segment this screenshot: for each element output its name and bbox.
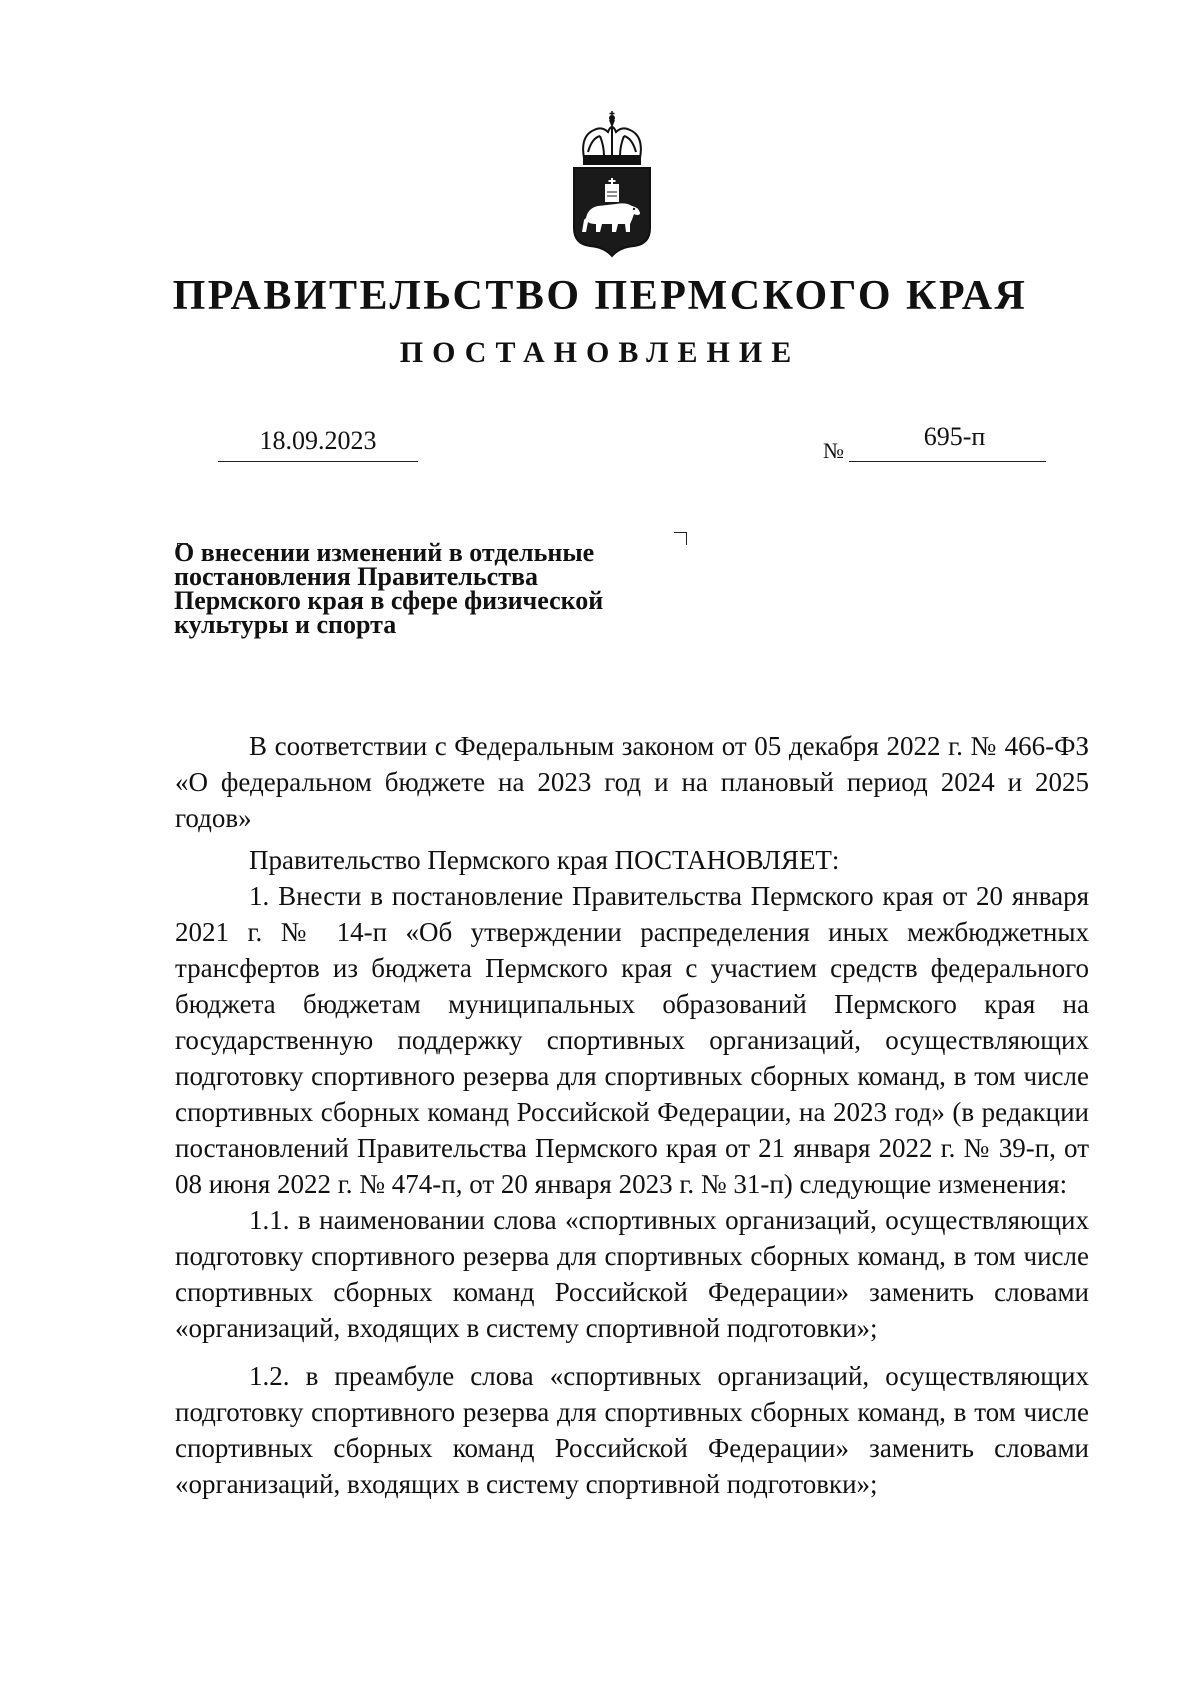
clause-1-paragraph: 1. Внести в постановление Правительства Пермского края от 20 января 2021 г. № 14-п «Об утверждении распределения иных межбюджетных трансфертов из бюджета Пермского края с участием средств федерального бюджета бюджетам муниципальных образований Пермского края на государственную поддержку спортивных организаций, осуществляющих подготовку спортивного резерва для спортивных сборных команд, в том числе спортивных сборных команд Российской Федерации, на 2023 год» (в редакции постановлений Правительства Пермского края от 21 января 2022 г. № 39-п, от 08 июня 2022 г. № 474-п, от 20 января 2023 г. № 31-п) следующие изменения: [175, 881, 1089, 1199]
subject-line: культуры и спорта [174, 610, 397, 639]
organization-title: ПРАВИТЕЛЬСТВО ПЕРМСКОГО КРАЯ [172, 273, 1028, 319]
document-body [175, 728, 1089, 1502]
document-subject [174, 538, 694, 639]
date-underline [218, 461, 418, 462]
resolution-paragraph: Правительство Пермского края ПОСТАНОВЛЯЕТ: [249, 845, 840, 875]
subject-line: Пермского края в сфере физической [174, 586, 604, 615]
subject-line: О внесении изменений в отдельные [174, 538, 595, 567]
preamble-paragraph: В соответствии с Федеральным законом от 05 декабря 2022 г. № 466-ФЗ «О федеральном бюджете на 2023 год и на плановый период 2024 и 2025 годов» [175, 731, 1089, 833]
clause-1-2-paragraph: 1.2. в преамбуле слова «спортивных организаций, осуществляющих подготовку спортивного резерва для спортивных сборных команд, в том числе спортивных сборных команд Российской Федерации» заменить словами «организаций, входящих в систему спортивной подготовки»; [175, 1361, 1089, 1499]
document-date-field [218, 422, 418, 464]
perm-krai-coat-of-arms-icon [570, 108, 654, 258]
clause-1-1-paragraph: 1.1. в наименовании слова «спортивных организаций, осуществляющих подготовку спортивного резерва для спортивных сборных команд, в том числе спортивных сборных команд Российской Федерации» заменить словами «организаций, входящих в систему спортивной подготовки»; [175, 1205, 1089, 1343]
document-number-field [823, 420, 1046, 464]
number-underline [849, 461, 1046, 462]
document-type: ПОСТАНОВЛЕНИЕ [399, 336, 801, 369]
subject-line: постановления Правительства [174, 562, 538, 591]
number-sign: № [823, 438, 844, 463]
document-date: 18.09.2023 [259, 426, 377, 455]
document-number: 695-п [923, 422, 986, 451]
